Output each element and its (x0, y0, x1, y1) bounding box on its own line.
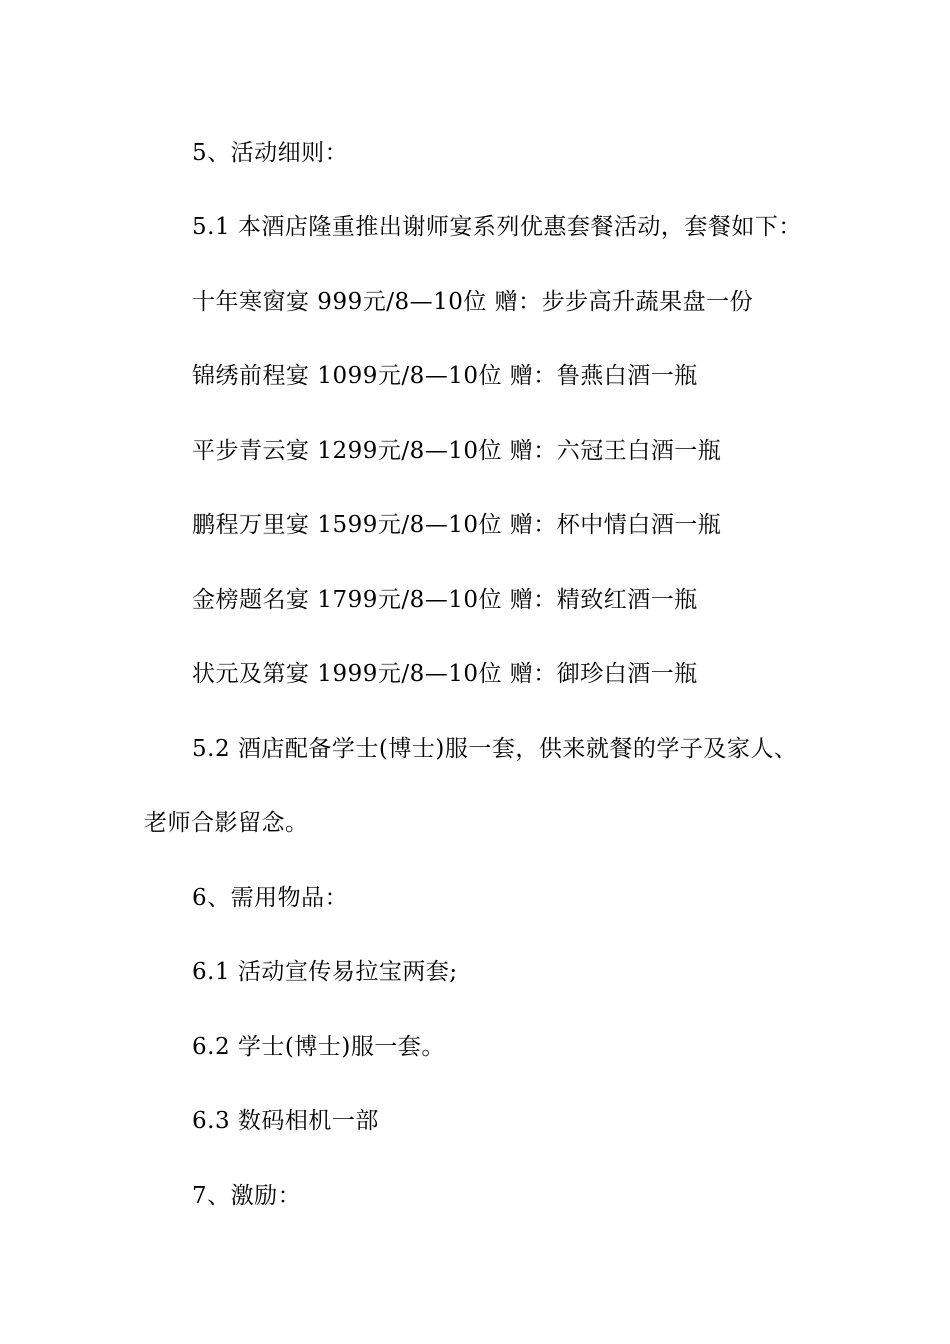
package-line: 十年寒窗宴 999元/8—10位 赠：步步高升蔬果盘一份 (192, 289, 754, 315)
package-line: 金榜题名宴 1799元/8—10位 赠：精致红酒一瓶 (192, 587, 698, 613)
item-6-2: 6.2 学士(博士)服一套。 (192, 1034, 445, 1060)
package-line: 平步青云宴 1299元/8—10位 赠：六冠王白酒一瓶 (192, 438, 722, 464)
paragraph-5-2: 5.2 酒店配备学士(博士)服一套，供来就餐的学子及家人、 (192, 736, 798, 762)
item-6-1: 6.1 活动宣传易拉宝两套; (192, 959, 458, 985)
heading-incentives: 7、激励： (192, 1183, 302, 1209)
heading-required-items: 6、需用物品： (192, 885, 349, 911)
package-line: 锦绣前程宴 1099元/8—10位 赠：鲁燕白酒一瓶 (192, 363, 698, 389)
heading-activity-rules: 5、活动细则： (192, 140, 349, 166)
paragraph-5-2-continued: 老师合影留念。 (144, 810, 309, 836)
package-line: 鹏程万里宴 1599元/8—10位 赠：杯中情白酒一瓶 (192, 512, 722, 538)
package-line: 状元及第宴 1999元/8—10位 赠：御珍白酒一瓶 (192, 661, 698, 687)
item-6-3: 6.3 数码相机一部 (192, 1108, 379, 1134)
paragraph-5-1: 5.1 本酒店隆重推出谢师宴系列优惠套餐活动，套餐如下： (192, 214, 802, 240)
